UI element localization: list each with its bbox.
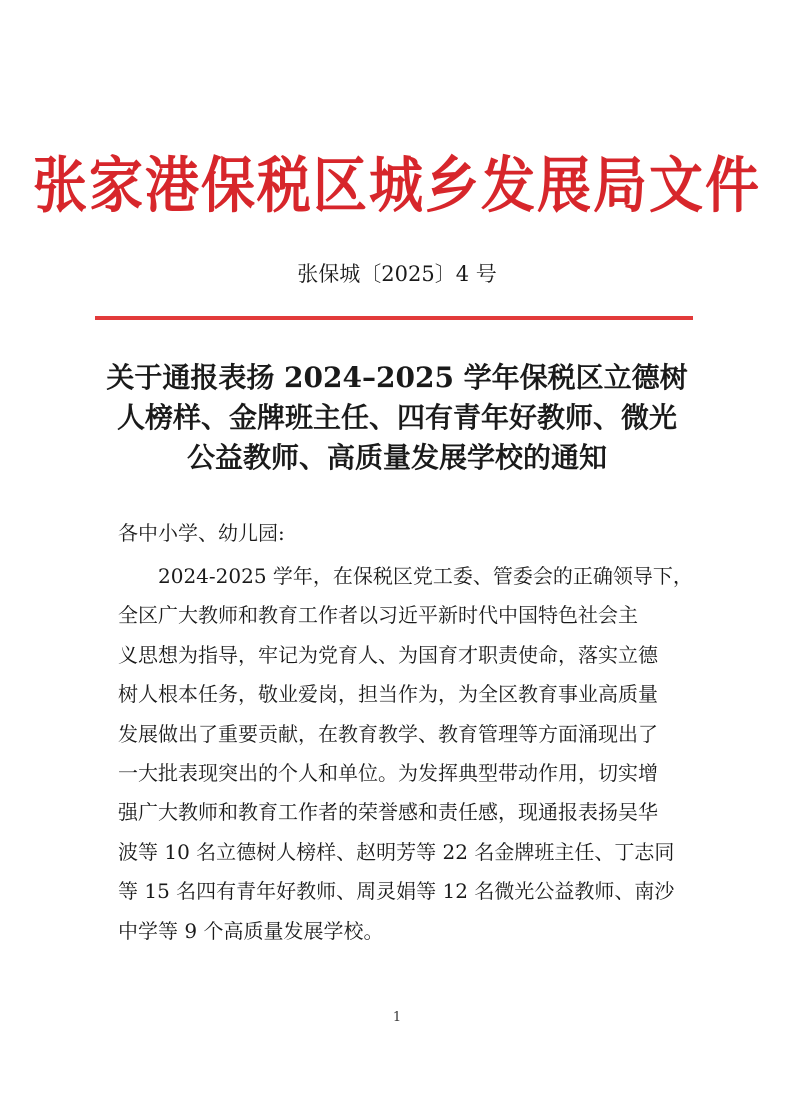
body-line: 强广大教师和教育工作者的荣誉感和责任感，现通报表扬吴华 (118, 800, 658, 825)
body-line: 发展做出了重要贡献，在教育教学、教育管理等方面涌现出了 (118, 721, 658, 746)
body-line: 等 15 名四有青年好教师、周灵娟等 12 名微光公益教师、南沙 (118, 879, 675, 904)
title-line: 公益教师、高质量发展学校的通知 (186, 441, 607, 474)
body-line: 一大批表现突出的个人和单位。为发挥典型带动作用，切实增 (118, 761, 658, 786)
page-number: 1 (392, 1010, 402, 1025)
title-line: 人榜样、金牌班主任、四有青年好教师、微光 (116, 401, 677, 434)
body-line: 2024-2025 学年，在保税区党工委、管委会的正确领导下， (158, 564, 693, 588)
body-line: 树人根本任务，敬业爱岗，担当作为，为全区教育事业高质量 (118, 682, 658, 707)
body-line: 义思想为指导，牢记为党育人、为国育才职责使命，落实立德 (118, 642, 658, 667)
body-paragraph (118, 557, 693, 951)
notice-title (98, 358, 696, 478)
body-line: 波等 10 名立德树人榜样、赵明芳等 22 名金牌班主任、丁志同 (118, 839, 675, 864)
title-line: 关于通报表扬 2024–2025 学年保税区立德树 (106, 361, 688, 394)
masthead-title: 张家港保税区城乡发展局文件 (33, 150, 761, 221)
body-line: 全区广大教师和教育工作者以习近平新时代中国特色社会主 (118, 603, 638, 628)
salutation: 各中小学、幼儿园: (118, 521, 285, 545)
body-line: 中学等 9 个高质量发展学校。 (118, 918, 384, 943)
red-divider-rule (95, 316, 693, 320)
document-number: 张保城〔2025〕4 号 (297, 262, 497, 286)
